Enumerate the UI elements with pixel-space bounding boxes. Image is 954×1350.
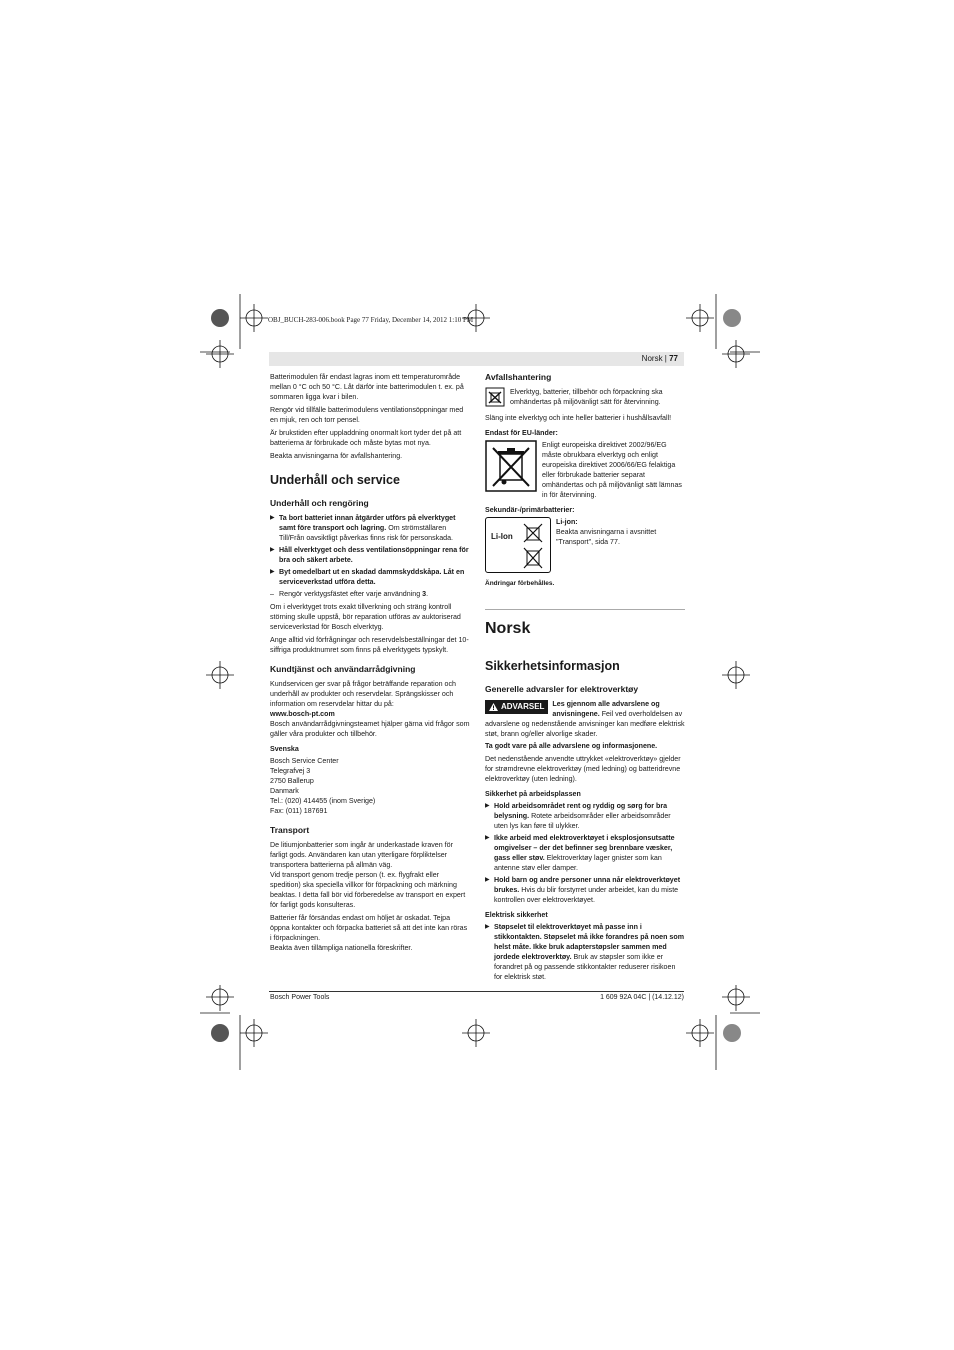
middle-crop-marks	[200, 660, 760, 690]
paragraph: Är brukstiden efter uppladdning onormalt kort tyder det på att batterierna är förbrukade och måste bytas mot nya.	[270, 429, 462, 447]
warning-block	[485, 699, 685, 739]
bullet-item	[270, 513, 470, 543]
paragraph: Kundservicen ger svar på frågor beträffande reparation och underhåll av produkter och reservdelar. Sprängskisser och information om reservdelar hittar du på:	[270, 680, 456, 708]
change-notice: Ändringar förbehålles.	[485, 580, 555, 587]
bullet-bold: Byt omedelbart ut en skadad dammskyddskåpa. Låt en serviceverkstad utföra detta.	[279, 568, 465, 586]
address-line: Bosch Service Center	[270, 757, 339, 765]
language-heading-norsk: Norsk	[485, 620, 531, 637]
top-crop-marks	[200, 294, 760, 384]
bullet-text: Bruk av støpsler som ikke er forandret på og passende stikkontakter reduserer risikoen for elektrisk støt.	[494, 953, 676, 981]
fax-line: Fax: (011) 187691	[270, 807, 328, 815]
bullet-bold: Ta bort batteriet innan åtgärder utförs på elverktyget samt före transport och lagring.	[279, 514, 456, 532]
page-number: 77	[669, 354, 678, 363]
footer-brand: Bosch Power Tools	[270, 994, 330, 1001]
bullet-bold: Håll elverktyget och dess ventilationsöppningar rena för bra och säkert arbete.	[279, 546, 469, 564]
bullet-item	[485, 801, 685, 831]
bullet-bold: Ikke arbeid med elektroverktøyet i eksplosjonsutsatte omgivelser – der det befinner seg brennbare væsker, gass eller støv.	[494, 834, 675, 862]
subheading-transport: Transport	[270, 825, 310, 835]
recycle-box-icon	[485, 387, 505, 410]
dash-item	[270, 589, 470, 599]
warning-badge	[485, 700, 548, 714]
website-link[interactable]: www.bosch-pt.com	[270, 710, 335, 718]
warning-text: Feil ved overholdelsen av advarslene og nedenstående anvisninger kan medføre elektrisk støt, brann og/eller alvorlige skader.	[485, 710, 685, 738]
section-heading-service: Underhåll och service	[270, 473, 400, 487]
li-ion-label: Li-Ion	[491, 532, 513, 541]
subheading-workplace: Sikkerhet på arbeidsplassen	[485, 790, 581, 798]
eu-row	[485, 440, 685, 500]
battery-label: Sekundär-/primärbatterier:	[485, 506, 575, 514]
dash-text: Rengör verktygsfästet efter varje användning	[279, 590, 423, 598]
phone-line: Tel.: (020) 414455 (inom Sverige)	[270, 797, 376, 805]
paragraph: Om i elverktyget trots exakt tillverkning och sträng kontroll störning skulle uppstå, bör reparation utföras av auktoriserad serviceverkstad för Bosch elverktyg.	[270, 603, 461, 631]
bullet-item	[485, 875, 685, 905]
disposal-row	[485, 387, 685, 410]
bottom-crop-marks	[200, 985, 760, 1070]
print-slug: OBJ_BUCH-283-006.book Page 77 Friday, December 14, 2012 1:10 PM	[268, 316, 474, 324]
address-line: Telegrafvej 3	[270, 767, 311, 775]
liion-title: Li-jon:	[556, 518, 578, 526]
eu-label: Endast för EU-länder:	[485, 429, 558, 437]
section-heading-safety: Sikkerhetsinformasjon	[485, 659, 620, 673]
paragraph: Batterier får försändas endast om höljet är oskadat. Tejpa öppna kontakter och förpacka batteriet så att det inte kan röras i förpackningen.	[270, 914, 468, 942]
warning-badge-label: ADVARSEL	[501, 702, 545, 711]
crossed-bin-icon	[485, 440, 537, 500]
paragraph: Ange alltid vid förfrågningar och reservdelsbeställningar det 10-siffriga produktnumret som finns på elverktygets typskylt.	[270, 636, 469, 654]
bullet-item	[270, 567, 470, 587]
paragraph: Bosch användarrådgivningsteamet hjälper gärna vid frågor som gäller våra produkter och tillbehör.	[270, 720, 470, 738]
dash-end: .	[426, 590, 429, 598]
dash-num: 3	[422, 590, 427, 598]
warning-bold: Les gjennom alle advarslene og anvisningene.	[552, 700, 660, 718]
paragraph: Batterimodulen får endast lagras inom ett temperaturområde mellan 0 °C och 50 °C. Låt därför inte batterimodulen t. ex. på sommaren ligga kvar i bilen.	[270, 373, 464, 401]
paragraph: Det nedenstående anvendte uttrykket «elektroverktøy» gjelder for strømdrevne elektroverktøy (med ledning) og batteridrevne elektroverktøy (uten ledning).	[485, 755, 681, 783]
paragraph: Beakta anvisningarna för avfallshantering.	[270, 452, 403, 460]
bullet-bold: Støpselet til elektroverktøyet må passe inn i stikkontakten. Støpselet må ikke forandres på noen som helst måte. Ikke bruk adapterstøpsler sammen med jordede elektroverktøy.	[494, 923, 685, 961]
subheading-cleaning: Underhåll och rengöring	[270, 498, 369, 508]
liion-text: Beakta anvisningarna i avsnittet "Transport", sida 77.	[556, 528, 657, 546]
subheading-customer-service: Kundtjänst och användarrådgivning	[270, 664, 416, 674]
bullet-text: Rotete arbeidsområder eller arbeidsområder uten lys kan føre til ulykker.	[494, 812, 671, 830]
li-ion-battery-icon	[485, 517, 551, 573]
bullet-text: Om strömställaren Till/Från oavsiktligt påverkas finns risk för personskada.	[279, 524, 453, 542]
subheading-electrical: Elektrisk sikkerhet	[485, 911, 548, 919]
paragraph: Beakta även tillämpliga nationella föreskrifter.	[270, 944, 413, 952]
header-language: Norsk	[641, 354, 663, 363]
bullet-item	[485, 922, 685, 982]
address-line: Danmark	[270, 787, 299, 795]
paragraph: De litiumjonbatterier som ingår är underkastade kraven för farligt gods. Användaren kan utan ytterligare förpliktelser transportera batterierna på allmän väg.	[270, 841, 453, 869]
liion-row	[485, 517, 685, 573]
country-label: Svenska	[270, 745, 299, 753]
address-line: 2750 Ballerup	[270, 777, 314, 785]
header-text: Norsk | 77	[641, 354, 678, 363]
bullet-bold: Hold barn og andre personer unna når elektroverktøyet brukes.	[494, 876, 681, 894]
bullet-text: Hvis du blir forstyrret under arbeidet, kan du miste kontrollen over elektroverktøyet.	[494, 886, 679, 904]
bullet-text: Elektroverktøy lager gnister som kan antenne støv eller damper.	[494, 854, 662, 872]
subheading-disposal: Avfallshantering	[485, 372, 552, 382]
bullet-item	[270, 545, 470, 565]
footer-code: 1 609 92A 04C | (14.12.12)	[600, 994, 684, 1001]
paragraph: Släng inte elverktyg och inte heller batterier i hushållsavfall!	[485, 414, 672, 422]
subheading-general-warnings: Generelle advarsler for elektroverktøy	[485, 684, 639, 694]
eu-text: Enligt europeiska direktivet 2002/96/EG måste obrukbara elverktyg och enligt europeiska direktivet 2006/66/EG felaktiga eller förbrukade batterier separat omhändertas och på miljövänligt sätt lämnas in för återvinning.	[542, 441, 682, 499]
bullet-item	[485, 833, 685, 873]
disposal-text: Elverktyg, batterier, tillbehör och förpackning ska omhändertas på miljövänligt sätt för återvinning.	[510, 388, 663, 406]
bullet-bold: Hold arbeidsområdet rent og ryddig og sørg for bra belysning.	[494, 802, 668, 820]
paragraph-bold: Ta godt vare på alle advarslene og informasjonene.	[485, 742, 658, 750]
liion-info	[556, 517, 685, 573]
warning-triangle-icon	[489, 703, 498, 711]
paragraph: Rengör vid tillfälle batterimodulens ventilationsöppningar med en mjuk, ren och torr pensel.	[270, 406, 464, 424]
section-divider	[485, 609, 685, 610]
paragraph: Vid transport genom tredje person (t. ex. flygfrakt eller spedition) ska speciella villkor för förpackning och märkning beaktas. I detta fall bör vid förberedelse av transport en expert för farligt gods konsulteras.	[270, 871, 466, 909]
